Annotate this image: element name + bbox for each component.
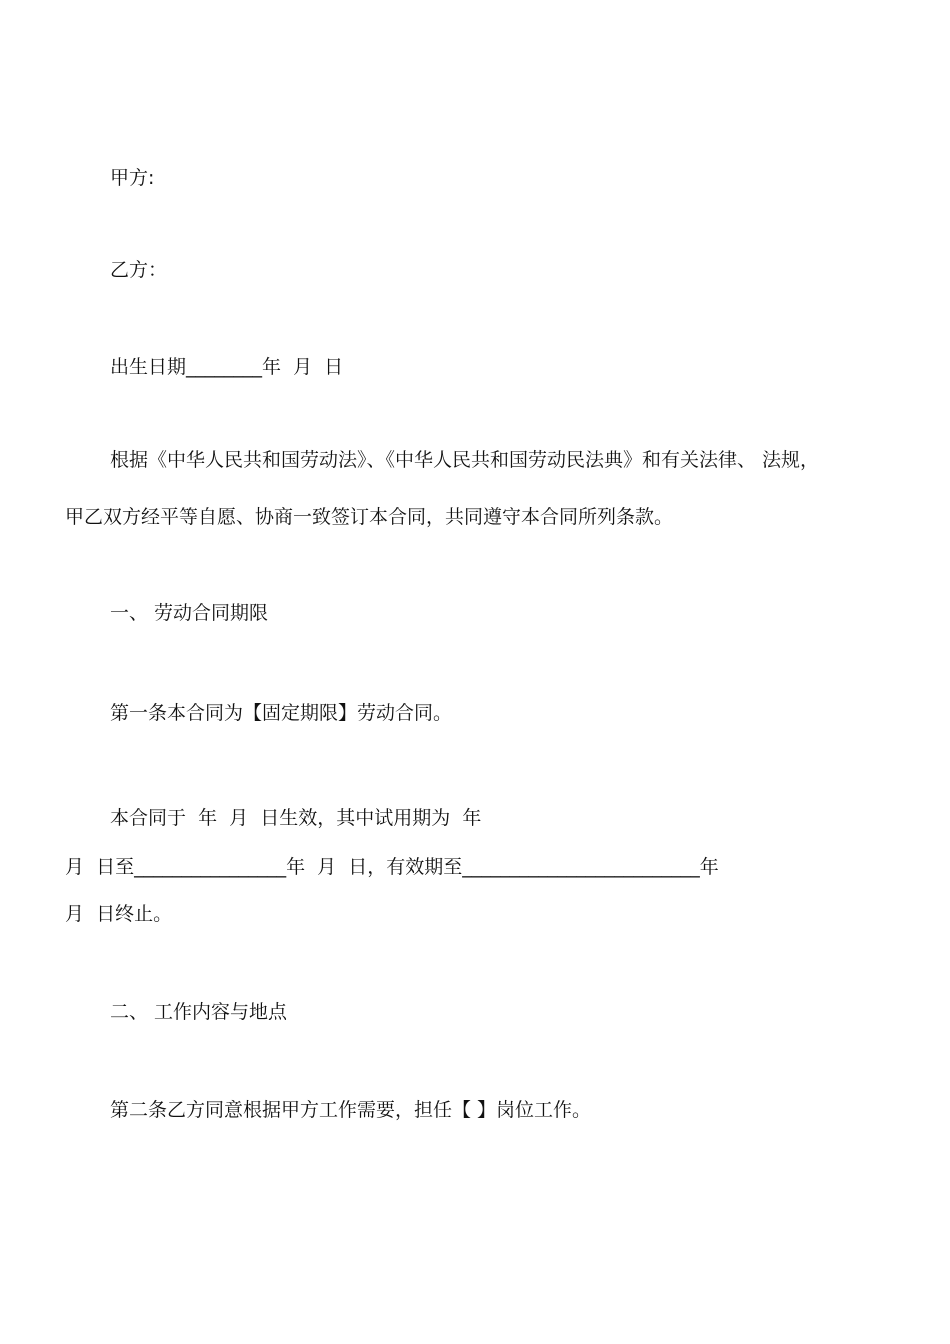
section-1-heading: 一、 劳动合同期限 <box>110 602 269 624</box>
preamble-line-2: 甲乙双方经平等自愿、协商一致签订本合同，共同遵守本合同所列条款。 <box>65 506 674 528</box>
party-a-label: 甲方: <box>110 167 155 189</box>
section-2-heading: 二、 工作内容与地点 <box>110 1001 288 1023</box>
contract-term-line-3: 月 日终止。 <box>65 903 173 925</box>
party-b-label: 乙方： <box>110 259 168 281</box>
preamble-line-1: 根据《中华人民共和国劳动法》、《中华人民共和国劳动民法典》和有关法律、 法规， <box>110 449 820 471</box>
article-2: 第二条乙方同意根据甲方工作需要，担任【 】岗位工作。 <box>110 1099 592 1121</box>
birth-date-field: 出生日期________年 月 日 <box>110 356 344 378</box>
article-1: 第一条本合同为【固定期限】劳动合同。 <box>110 702 453 724</box>
contract-term-line-2: 月 日至________________年 月 日，有效期至_________________________年 <box>65 856 719 878</box>
contract-term-line-1: 本合同于 年 月 日生效，其中试用期为 年 <box>110 807 482 829</box>
